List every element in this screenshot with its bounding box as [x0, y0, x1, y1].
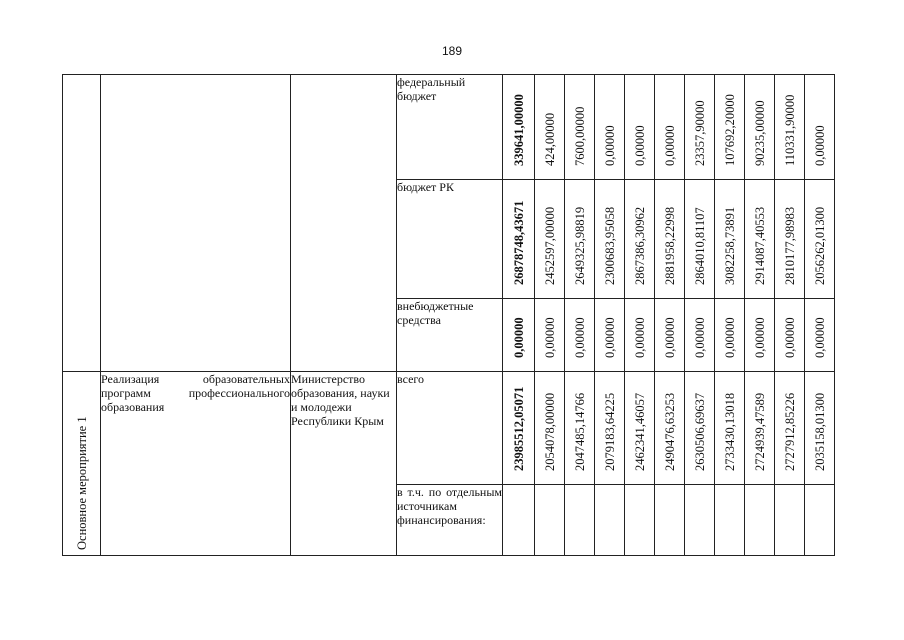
- year-value: 2810177,98983: [782, 206, 797, 285]
- year-cell: [535, 75, 565, 180]
- year-cell: [565, 372, 595, 485]
- year-value: 0,00000: [752, 317, 767, 358]
- year-value: 2864010,81107: [692, 207, 707, 285]
- activity-executor: Министерство образования, науки и молодежи Республики Крым: [291, 372, 397, 556]
- total-cell: [503, 372, 535, 485]
- total-value: 0,00000: [511, 317, 526, 358]
- total-value: 26878748,43671: [511, 200, 526, 285]
- year-value: 0,00000: [602, 125, 617, 166]
- year-value: 2079183,64225: [602, 392, 617, 471]
- year-cell: [535, 372, 565, 485]
- total-cell: [503, 299, 535, 372]
- year-value: 2054078,00000: [542, 392, 557, 471]
- funding-source: всего: [397, 372, 503, 485]
- funding-source: внебюджетные средства: [397, 299, 503, 372]
- year-cell: [685, 485, 715, 556]
- year-cell: [805, 485, 835, 556]
- year-cell: [805, 75, 835, 180]
- year-cell: [805, 180, 835, 299]
- total-cell: [503, 485, 535, 556]
- year-cell: [595, 299, 625, 372]
- year-value: 0,00000: [782, 317, 797, 358]
- year-cell: [535, 485, 565, 556]
- year-cell: [685, 180, 715, 299]
- year-value: 2300683,95058: [602, 206, 617, 285]
- table-row: [63, 372, 835, 485]
- year-value: 0,00000: [662, 317, 677, 358]
- funding-source: бюджет РК: [397, 180, 503, 299]
- year-cell: [775, 299, 805, 372]
- year-value: 0,00000: [542, 317, 557, 358]
- year-value: 0,00000: [632, 125, 647, 166]
- empty-executor-cell: [291, 75, 397, 372]
- year-value: 0,00000: [812, 317, 827, 358]
- empty-name-cell: [101, 75, 291, 372]
- activity-label-cell: [63, 372, 101, 556]
- year-value: 2724939,47589: [752, 392, 767, 471]
- year-value: 2056262,01300: [812, 206, 827, 285]
- year-cell: [745, 180, 775, 299]
- year-cell: [595, 180, 625, 299]
- year-cell: [745, 372, 775, 485]
- year-value: 0,00000: [812, 125, 827, 166]
- year-cell: [595, 75, 625, 180]
- page-number: 189: [441, 44, 463, 58]
- year-cell: [625, 299, 655, 372]
- year-cell: [565, 75, 595, 180]
- year-value: 23357,90000: [692, 100, 707, 166]
- year-value: 0,00000: [662, 125, 677, 166]
- funding-source: федеральный бюджет: [397, 75, 503, 180]
- table-row: [63, 75, 835, 180]
- year-cell: [685, 372, 715, 485]
- year-cell: [805, 299, 835, 372]
- year-value: 424,00000: [542, 112, 557, 166]
- year-cell: [625, 485, 655, 556]
- year-value: 2630506,69637: [692, 392, 707, 471]
- year-cell: [685, 75, 715, 180]
- year-cell: [625, 372, 655, 485]
- year-cell: [685, 299, 715, 372]
- year-cell: [655, 75, 685, 180]
- year-value: 107692,20000: [722, 94, 737, 166]
- activity-label: Основное мероприятие 1: [74, 416, 89, 550]
- year-cell: [565, 485, 595, 556]
- year-value: 3082258,73891: [722, 206, 737, 285]
- year-cell: [805, 372, 835, 485]
- year-cell: [715, 485, 745, 556]
- year-cell: [775, 75, 805, 180]
- total-cell: [503, 75, 535, 180]
- year-value: 90235,00000: [752, 100, 767, 166]
- year-cell: [745, 75, 775, 180]
- year-value: 2490476,63253: [662, 392, 677, 471]
- funding-source: в т.ч. по отдельным источникам финансирования:: [397, 485, 503, 556]
- year-value: 2914087,40553: [752, 206, 767, 285]
- year-cell: [625, 180, 655, 299]
- year-cell: [715, 180, 745, 299]
- year-cell: [595, 485, 625, 556]
- year-cell: [775, 485, 805, 556]
- year-cell: [535, 299, 565, 372]
- year-cell: [655, 372, 685, 485]
- year-value: 2867386,30962: [632, 206, 647, 285]
- year-value: 0,00000: [632, 317, 647, 358]
- year-cell: [715, 372, 745, 485]
- year-value: 2727912,85226: [782, 392, 797, 471]
- year-value: 2035158,01300: [812, 392, 827, 471]
- year-value: 7600,00000: [572, 106, 587, 166]
- year-cell: [655, 299, 685, 372]
- year-value: 2881958,22998: [662, 206, 677, 285]
- year-cell: [565, 299, 595, 372]
- budget-table: [62, 74, 835, 556]
- year-value: 2452597,00000: [542, 206, 557, 285]
- year-cell: [715, 75, 745, 180]
- total-value: 23985512,05071: [511, 386, 526, 471]
- activity-name: Реализация образовательных программ профессионального образования: [101, 372, 291, 556]
- year-value: 0,00000: [722, 317, 737, 358]
- year-cell: [715, 299, 745, 372]
- year-value: 2649325,98819: [572, 206, 587, 285]
- year-cell: [595, 372, 625, 485]
- year-value: 110331,90000: [782, 94, 797, 166]
- year-cell: [565, 180, 595, 299]
- year-cell: [655, 180, 685, 299]
- year-cell: [535, 180, 565, 299]
- total-value: 339641,00000: [511, 94, 526, 166]
- year-value: 0,00000: [692, 317, 707, 358]
- year-cell: [775, 372, 805, 485]
- year-cell: [625, 75, 655, 180]
- year-value: 2462341,46057: [632, 392, 647, 471]
- empty-label-cell: [63, 75, 101, 372]
- year-value: 0,00000: [602, 317, 617, 358]
- year-value: 2733430,13018: [722, 392, 737, 471]
- year-cell: [745, 485, 775, 556]
- year-cell: [775, 180, 805, 299]
- year-cell: [655, 485, 685, 556]
- year-value: 0,00000: [572, 317, 587, 358]
- year-cell: [745, 299, 775, 372]
- year-value: 2047485,14766: [572, 392, 587, 471]
- total-cell: [503, 180, 535, 299]
